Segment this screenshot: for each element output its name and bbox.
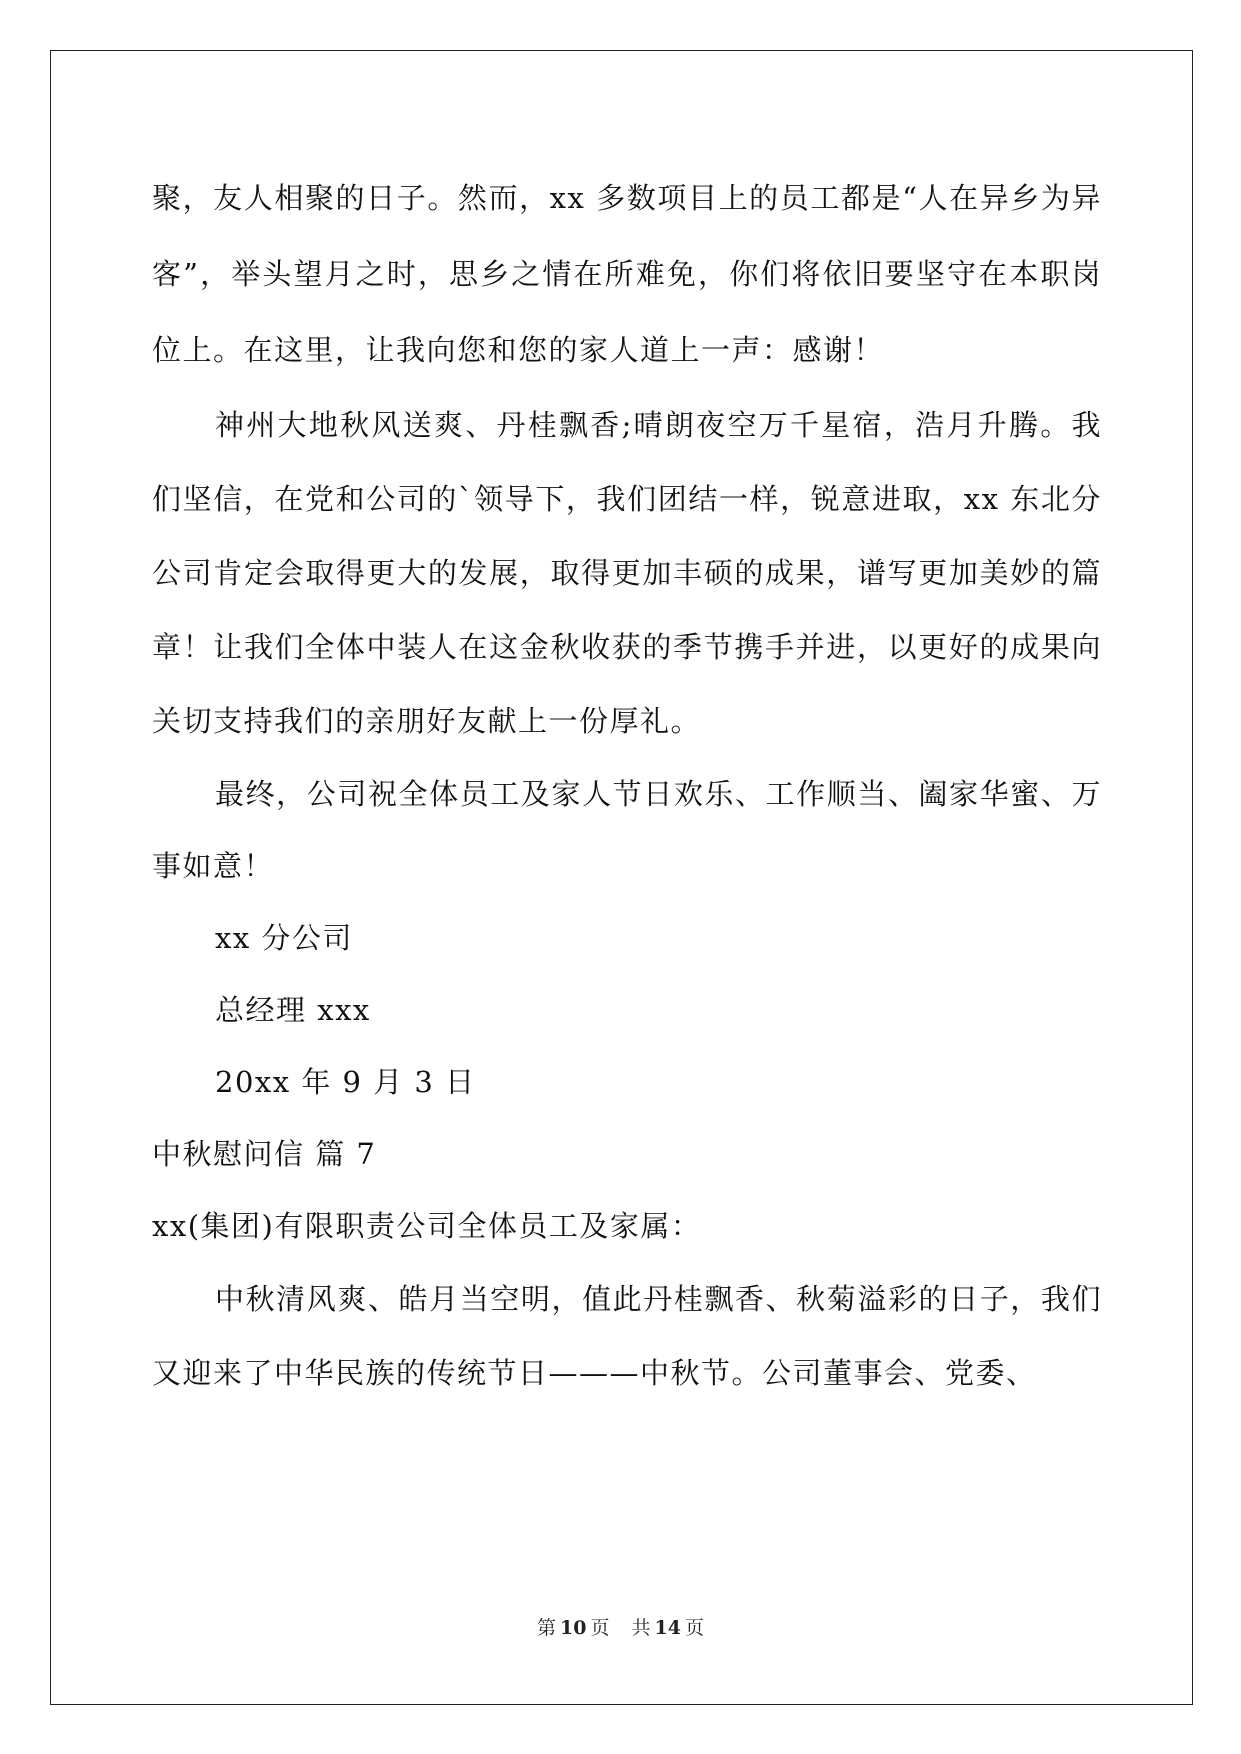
signature-date: 20xx 年 9 月 3 日	[215, 1065, 476, 1099]
salutation: xx(集团)有限职责公司全体员工及家属：	[152, 1209, 702, 1243]
paragraph: 神州大地秋风送爽、丹桂飘香;晴朗夜空万千星宿，浩月升腾。我们坚信，在党和公司的`领导下，我们团结一样，锐意进取，xx 东北分公司肯定会取得更大的发展，取得更加丰硕的成果，谱写更加美妙的篇章！让我们全体中装人在这金秋收获的季节携手并进，以更好的成果向关切支持我们的亲朋好友献上一份厚礼。	[152, 408, 1102, 738]
page-number: 第 10 页	[536, 1617, 610, 1639]
signature-company: xx 分公司	[215, 921, 353, 955]
paragraph: 最终，公司祝全体员工及家人节日欢乐、工作顺当、阖家华蜜、万事如意！	[152, 777, 1102, 883]
document-body	[152, 160, 1102, 1410]
signature-title: 总经理 xxx	[215, 993, 371, 1027]
page-footer	[0, 1616, 1241, 1640]
paragraph: 聚，友人相聚的日子。然而，xx 多数项目上的员工都是“人在异乡为异客”，举头望月之时，思乡之情在所难免，你们将依旧要坚守在本职岗位上。在这里，让我向您和您的家人道上一声：感谢！	[152, 181, 1102, 367]
section-heading: 中秋慰问信 篇 7	[152, 1137, 377, 1171]
page-total: 共 14 页	[631, 1617, 704, 1639]
paragraph: 中秋清风爽、皓月当空明，值此丹桂飘香、秋菊溢彩的日子，我们又迎来了中华民族的传统节日———中秋节。公司董事会、党委、	[152, 1282, 1102, 1390]
